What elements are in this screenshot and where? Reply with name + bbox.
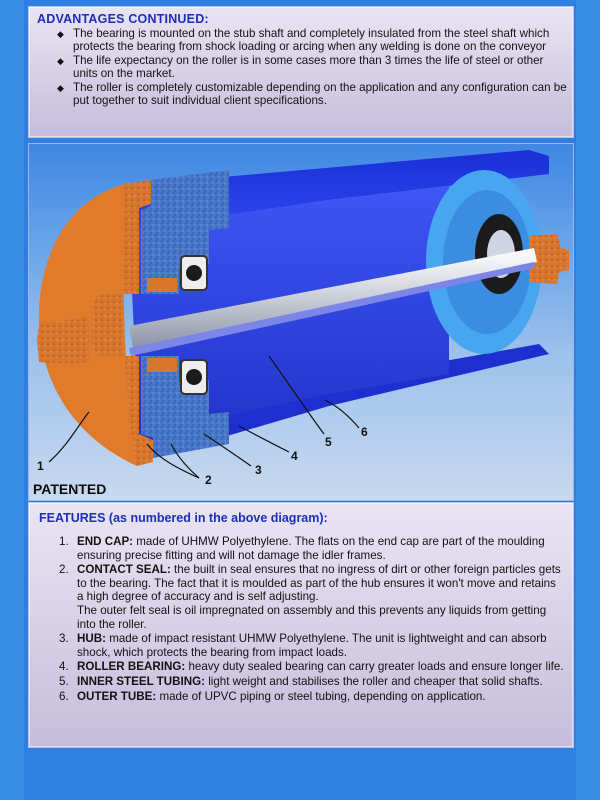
contact-seal-lower	[147, 358, 177, 372]
feature-item-end-cap: 1. END CAP: made of UHMW Polyethylene. The flats on the end cap are part of the moulding ensuring precise fitting and will not damage the idler frames.	[59, 535, 545, 562]
patented-label: PATENTED	[33, 481, 107, 497]
contact-seal-upper	[147, 278, 177, 292]
callout-4: 4	[291, 449, 298, 463]
list-item: ◆ The life expectancy on the roller is in some cases more than 3 times the life of steel or other units on the market.	[57, 54, 544, 80]
feature-item-inner-steel-tubing: 5. INNER STEEL TUBING: light weight and stabilises the roller and cheaper that solid shafts.	[59, 674, 543, 688]
features-list	[59, 535, 565, 704]
advantages-panel	[28, 6, 574, 138]
list-item: ◆ The roller is completely customizable depending on the application and any configuration can be put together to suit individual client specifications.	[57, 81, 567, 107]
callout-2: 2	[205, 473, 212, 487]
callout-1: 1	[37, 459, 44, 473]
roller-cutaway-diagram	[28, 143, 574, 501]
advantages-title: ADVANTAGES CONTINUED:	[37, 12, 209, 26]
advantages-list	[57, 28, 569, 110]
diamond-bullet-icon: ◆	[57, 56, 64, 67]
feature-item-outer-tube: 6. OUTER TUBE: made of UPVC piping or steel tubing, depending on application.	[59, 689, 486, 703]
callout-5: 5	[325, 435, 332, 449]
diamond-bullet-icon: ◆	[57, 29, 64, 39]
roller-illustration	[29, 144, 573, 500]
diamond-bullet-icon: ◆	[57, 83, 64, 94]
features-title: FEATURES (as numbered in the above diagram):	[39, 511, 328, 525]
callout-3: 3	[255, 463, 262, 477]
list-item: ◆ The bearing is mounted on the stub shaft and completely insulated from the steel shaft which protects the bearing from shock loading or arcing when any welding is done on the conveyor	[57, 27, 550, 53]
feature-item-contact-seal: 2. CONTACT SEAL: the built in seal ensures that no ingress of dirt or other foreign particles gets to the bearing. The fact that it is moulded as part of the hub ensures it won't move and retains a high degree of accuracy and is self adjusting. The outer felt seal is oil impregnated on assembly and this prevents any liquids from getting into the roller.	[59, 563, 561, 631]
feature-item-hub: 3. HUB: made of impact resistant UHMW Polyethylene. The unit is lightweight and can absorb shock, which protects the bearing from impact loads.	[59, 632, 547, 659]
features-panel	[28, 502, 574, 748]
callout-6: 6	[361, 425, 368, 439]
feature-item-roller-bearing: 4. ROLLER BEARING: heavy duty sealed bearing can carry greater loads and ensure longer life.	[59, 660, 564, 674]
